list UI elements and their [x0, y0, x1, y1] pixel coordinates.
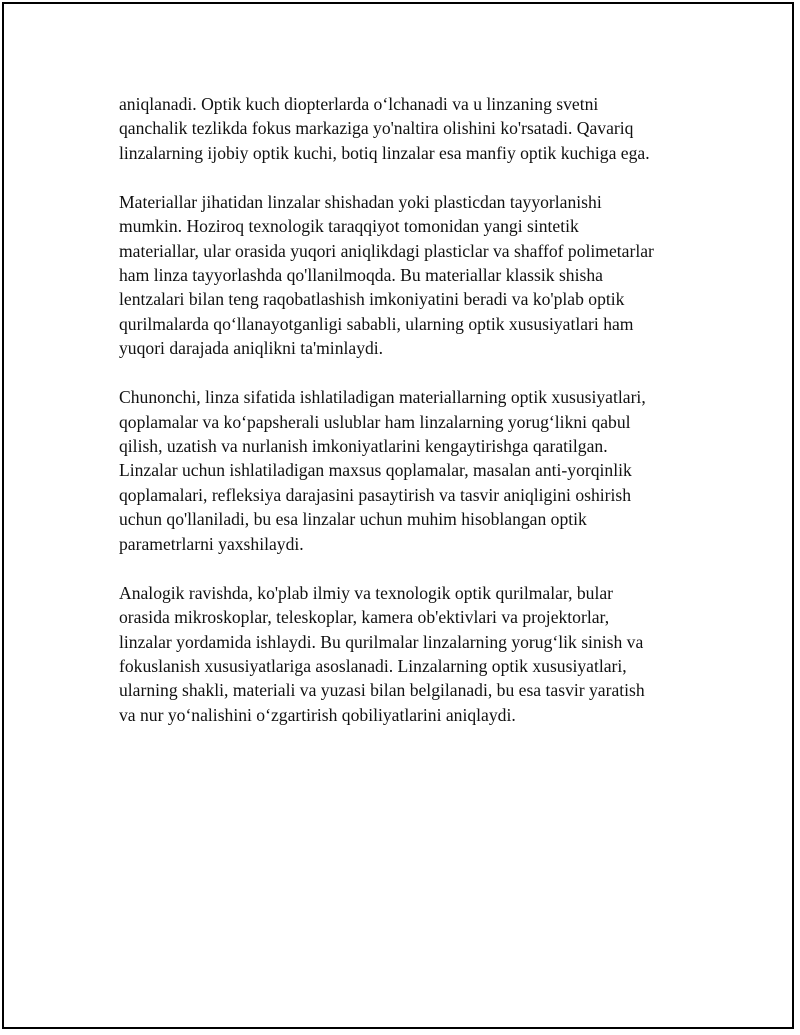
text-line: mumkin. Hoziroq texnologik taraqqiyot tomonidan yangi sintetik	[119, 216, 579, 237]
text-line: yuqori darajada aniqlikni ta'minlaydi.	[119, 338, 384, 359]
text-line: qoplamalari, refleksiya darajasini pasaytirish va tasvir aniqligini oshirish	[119, 484, 632, 505]
text-line: fokuslanish xususiyatlariga asoslanadi. Linzalarning optik xususiyatlari,	[119, 655, 627, 676]
text-line: lentzalari bilan teng raqobatlashish imkoniyatini beradi va ko'plab optik	[119, 289, 625, 310]
text-line: Linzalar uchun ishlatiladigan maxsus qoplamalar, masalan anti-yorqinlik	[119, 460, 632, 481]
text-line: parametrlarni yaxshilaydi.	[119, 533, 304, 554]
paragraph-3	[119, 385, 699, 556]
text-line: ularning shakli, materiali va yuzasi bilan belgilanadi, bu esa tasvir yaratish	[119, 680, 645, 701]
text-line: orasida mikroskoplar, teleskoplar, kamera ob'ektivlari va projektorlar,	[119, 607, 610, 628]
text-line: linzalar yordamida ishlaydi. Bu qurilmalar linzalarning yorugʻlik sinish va	[119, 631, 644, 652]
text-line: aniqlanadi. Optik kuch diopterlarda oʻlchanadi va u linzaning svetni	[119, 94, 599, 114]
paragraph-2	[119, 190, 699, 361]
document-page	[2, 2, 794, 1029]
text-line: qurilmalarda qoʻllanayotganligi sababli, ularning optik xususiyatlari ham	[119, 313, 634, 334]
text-line: linzalarning ijobiy optik kuchi, botiq linzalar esa manfiy optik kuchiga ega.	[119, 142, 650, 163]
text-line: qilish, uzatish va nurlanish imkoniyatlarini kengaytirishga qaratilgan.	[119, 436, 608, 457]
text-line: va nur yoʻnalishini oʻzgartirish qobiliyatlarini aniqlaydi.	[119, 704, 516, 725]
paragraph-4	[119, 581, 699, 727]
text-line: ham linza tayyorlashda qo'llanilmoqda. Bu materiallar klassik shisha	[119, 265, 603, 286]
text-line: Materiallar jihatidan linzalar shishadan yoki plasticdan tayyorlanishi	[119, 191, 602, 212]
text-line: Chunonchi, linza sifatida ishlatiladigan materiallarning optik xususiyatlari,	[119, 387, 646, 408]
text-line: qanchalik tezlikda fokus markaziga yo'naltira olishini ko'rsatadi. Qavariq	[119, 118, 634, 139]
text-line: Analogik ravishda, ko'plab ilmiy va texnologik optik qurilmalar, bular	[119, 582, 614, 603]
document-body	[119, 92, 699, 752]
text-line: uchun qo'llaniladi, bu esa linzalar uchun muhim hisoblangan optik	[119, 509, 587, 530]
text-line: qoplamalar va koʻpapsherali uslublar ham linzalarning yorugʻlikni qabul	[119, 411, 631, 432]
paragraph-1	[119, 92, 699, 165]
text-line: materiallar, ular orasida yuqori aniqlikdagi plasticlar va shaffof polimetarlar	[119, 240, 654, 261]
